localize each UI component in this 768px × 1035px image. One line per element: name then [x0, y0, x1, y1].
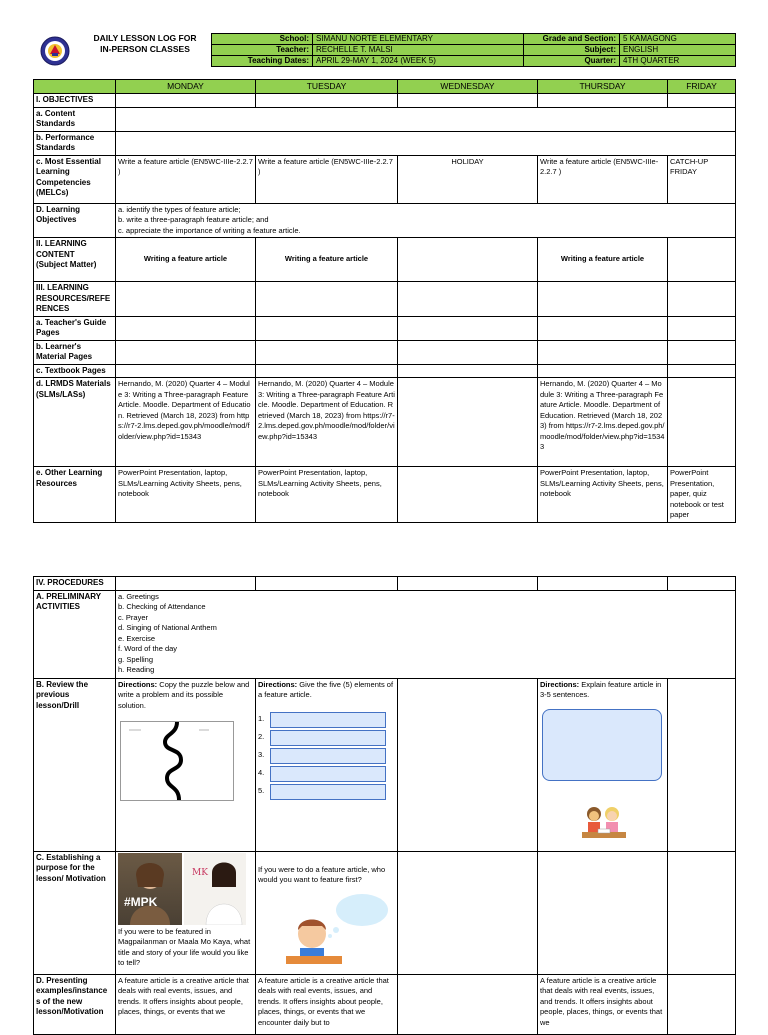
establishing-label: C. Establishing a purpose for the lesson/ Motivation [34, 851, 116, 974]
lrmds-monday: Hernando, M. (2020) Quarter 4 – Module 3: Writing a Three-paragraph Feature Article. Moodle. Department of Education. Retrieved (March 18, 2023) from https://r7-2.lms.deped.gov.ph/moodle/mod/folder/view.php?id=15343 [116, 378, 256, 467]
lrmds-label: d. LRMDS Materials (SLMs/LASs) [34, 378, 116, 467]
day-monday: MONDAY [116, 80, 256, 94]
day-header-row [34, 80, 736, 94]
resources-label: III. LEARNING RESOURCES/REFE RENCES [34, 282, 116, 317]
review-monday-text: Copy the puzzle below and write a problem and its possible solution. [118, 679, 250, 710]
lrmds-thursday: Hernando, M. (2020) Quarter 4 – Module 3: Writing a Three-paragraph Feature Article. Moodle. Department of Education. Retrieved (March 18, 2023) from https://r7-2.lms.deped.gov.ph/moodle/mod/folder/view.php?id=15343 [538, 378, 668, 467]
melcs-label: c. Most Essential Learning Competencies (MELCs) [34, 155, 116, 203]
teachers-guide-label: a. Teacher's Guide Pages [34, 316, 116, 340]
catchup-friday: CATCH-UP FRIDAY [668, 155, 736, 203]
mpk-photo [118, 853, 182, 925]
thinking-boy-illustration [282, 890, 392, 964]
day-friday: FRIDAY [668, 80, 736, 94]
subject-value: ENGLISH [620, 45, 736, 56]
day-thursday: THURSDAY [538, 80, 668, 94]
lc-tuesday: Writing a feature article [256, 238, 398, 282]
subject-label: Subject: [524, 45, 620, 56]
other-monday: PowerPoint Presentation, laptop, SLMs/Learning Activity Sheets, pens, notebook [116, 467, 256, 523]
teacher-label: Teacher: [212, 45, 313, 56]
learning-objectives-label: D. Learning Objectives [34, 203, 116, 238]
review-thursday [538, 678, 668, 851]
other-friday: PowerPoint Presentation, paper, quiz notebook or test paper [668, 467, 736, 523]
school-label: School: [212, 34, 313, 45]
lesson-plan-table-2 [33, 576, 736, 1035]
answer-box[interactable] [270, 766, 386, 782]
learners-material-label: b. Learner's Material Pages [34, 340, 116, 364]
teacher-value: RECHELLE T. MALSI [313, 45, 524, 56]
answer-box[interactable] [270, 748, 386, 764]
other-tuesday: PowerPoint Presentation, laptop, SLMs/Learning Activity Sheets, pens, notebook [256, 467, 398, 523]
grade-label: Grade and Section: [524, 34, 620, 45]
review-label: B. Review the previous lesson/Drill [34, 678, 116, 851]
quarter-value: 4TH QUARTER [620, 56, 736, 67]
learning-content-label: II. LEARNING CONTENT (Subject Matter) [34, 238, 116, 282]
directions-label: Directions: [118, 679, 158, 689]
doc-title-line2: IN-PERSON CLASSES [100, 44, 190, 54]
lc-thursday: Writing a feature article [538, 238, 668, 282]
review-tuesday [256, 678, 398, 851]
answer-number: 3. [258, 750, 265, 760]
establishing-monday-text: If you were to be featured in Magpailanman or Maala Mo Kaya, what title and story of your life would you like to tell? [118, 926, 251, 967]
review-monday [116, 678, 256, 851]
answer-number: 1. [258, 714, 265, 724]
other-thursday: PowerPoint Presentation, laptop, SLMs/Learning Activity Sheets, pens, notebook [538, 467, 668, 523]
directions-label: Directions: [540, 679, 580, 689]
day-wednesday: WEDNESDAY [398, 80, 538, 94]
procedures-heading: IV. PROCEDURES [34, 577, 116, 591]
answer-number: 5. [258, 786, 265, 796]
directions-label: Directions: [258, 679, 298, 689]
other-resources-label: e. Other Learning Resources [34, 467, 116, 523]
quarter-label: Quarter: [524, 56, 620, 67]
review-tuesday-text: Give the five (5) elements of a feature article. [258, 679, 394, 699]
kids-writing-illustration [578, 803, 630, 843]
lc-monday: Writing a feature article [116, 238, 256, 282]
review-thursday-text: Explain feature article in 3-5 sentences. [540, 679, 662, 699]
preliminary-list: a. Greetings b. Checking of Attendance c. Prayer d. Singing of National Anthem e. Exercise f. Word of the day g. Spelling h. Reading [116, 590, 736, 678]
presenting-label: D. Presenting examples/instance s of the new lesson/Motivation [34, 974, 116, 1034]
day-tuesday: TUESDAY [256, 80, 398, 94]
answer-box[interactable] [270, 730, 386, 746]
establishing-tuesday-text: If you were to do a feature article, who would you want to feature first? [258, 864, 386, 884]
objectives-heading: I. OBJECTIVES [34, 94, 116, 108]
preliminary-label: A. PRELIMINARY ACTIVITIES [34, 590, 116, 678]
lesson-plan-table-1 [33, 79, 736, 523]
holiday-wednesday: HOLIDAY [398, 155, 538, 203]
melc-thursday: Write a feature article (EN5WC-IIIe-2.2.7 ) [538, 155, 668, 203]
melc-tuesday: Write a feature article (EN5WC-IIIe-2.2.7 ) [256, 155, 398, 203]
establishing-monday [116, 851, 256, 974]
svg-text:MK: MK [192, 867, 208, 878]
answer-number: 2. [258, 732, 265, 742]
answer-number: 4. [258, 768, 265, 778]
header-info-right [523, 33, 736, 67]
school-value: SIMANU NORTE ELEMENTARY [313, 34, 524, 45]
textbook-pages-label: c. Textbook Pages [34, 364, 116, 378]
lrmds-tuesday: Hernando, M. (2020) Quarter 4 – Module 3: Writing a Three-paragraph Feature Article. Moodle. Department of Education. Retrieved (March 18, 2023) from https://r7-2.lms.deped.gov.ph/moodle/mod/folder/view.php?id=15343 [256, 378, 398, 467]
presenting-tuesday: A feature article is a creative article that deals with real events, issues, and trends. It offers insights about people, places, things, or events that we encounter daily but to [256, 974, 398, 1034]
establishing-tuesday [256, 851, 398, 974]
answer-box[interactable] [270, 712, 386, 728]
grade-value: 5 KAMAGONG [620, 34, 736, 45]
dates-value: APRIL 29-MAY 1, 2024 (WEEK 5) [313, 56, 524, 67]
content-standards-label: a. Content Standards [34, 107, 116, 131]
dates-label: Teaching Dates: [212, 56, 313, 67]
answer-box[interactable] [270, 784, 386, 800]
performance-standards-label: b. Performance Standards [34, 131, 116, 155]
learning-objectives-text: a. identify the types of feature article; b. write a three-paragraph feature article; and c. appreciate the importance of writing a feature article. [116, 203, 736, 238]
deped-seal [40, 36, 70, 66]
header-info-left [211, 33, 524, 67]
puzzle-image [120, 721, 234, 801]
mpk-caption: #MPK [124, 894, 158, 909]
melc-monday: Write a feature article (EN5WC-IIIe-2.2.7 ) [116, 155, 256, 203]
answer-textbox[interactable] [542, 709, 662, 781]
host-photo [184, 853, 246, 925]
presenting-thursday: A feature article is a creative article that deals with real events, issues, and trends. It offers insights about people, places, things, or events that we [538, 974, 668, 1034]
doc-title-line1: DAILY LESSON LOG FOR [93, 33, 197, 43]
presenting-monday: A feature article is a creative article that deals with real events, issues, and trends. It offers insights about people, places, things, or events that we [116, 974, 256, 1034]
